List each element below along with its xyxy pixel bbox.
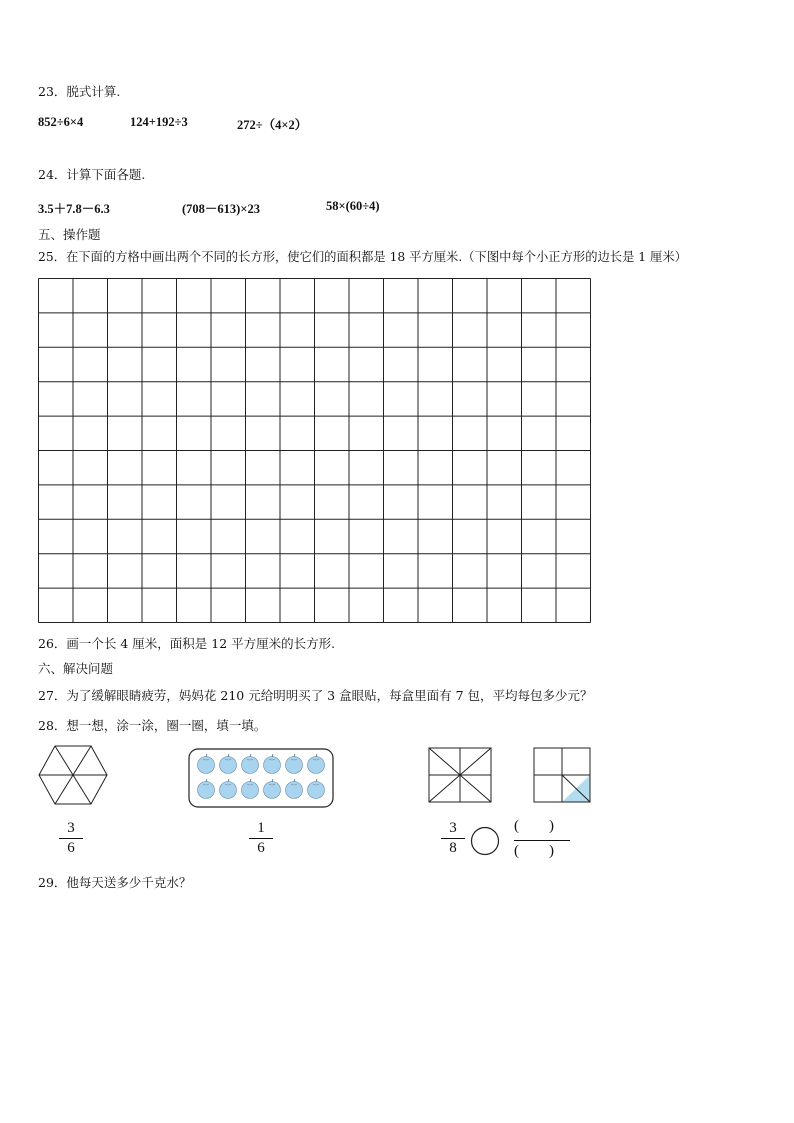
answer-numerator-blank[interactable]: ( ) — [514, 818, 554, 834]
fraction-numerator: 1 — [257, 820, 265, 836]
q23-expr-3: 272÷（4×2） — [237, 118, 308, 132]
square-shaded-figure — [533, 747, 591, 803]
answer-denominator-blank[interactable]: ( ) — [514, 843, 554, 859]
fraction-bar — [441, 838, 465, 839]
section-6-heading: 六、解决问题 — [38, 661, 114, 676]
q23-title: 23．脱式计算. — [38, 84, 121, 99]
fraction-3-6 — [59, 820, 83, 857]
apple-icon — [198, 779, 215, 799]
q29-title: 29．他每天送多少千克水？ — [38, 875, 192, 890]
fraction-numerator: 3 — [449, 820, 457, 836]
apple-icon — [286, 779, 303, 799]
hexagon-figure — [38, 745, 108, 805]
fraction-1-6 — [249, 820, 273, 857]
apple-box-figure — [188, 748, 334, 808]
apple-icon — [264, 754, 281, 774]
answer-fraction-bar — [514, 840, 570, 841]
fraction-3-8 — [441, 820, 465, 857]
q24-title: 24．计算下面各题. — [38, 167, 146, 182]
square-eighths-figure — [428, 747, 492, 803]
q27-title: 27．为了缓解眼睛疲劳，妈妈花 210 元给明明买了 3 盒眼贴，每盒里面有 7 包，平均每包多少元？ — [38, 688, 593, 703]
section-5-heading: 五、操作题 — [38, 227, 101, 242]
q24-expr-2: (708－613)×23 — [182, 202, 260, 216]
q23-expr-1: 852÷6×4 — [38, 115, 84, 129]
q28-title: 28．想一想，涂一涂，圈一圈，填一填。 — [38, 718, 267, 733]
apple-icon — [242, 754, 259, 774]
fraction-numerator: 3 — [67, 820, 75, 836]
fraction-denominator: 6 — [67, 840, 75, 856]
apple-icon — [220, 779, 237, 799]
apple-icon — [264, 779, 281, 799]
q26-title: 26．画一个长 4 厘米，面积是 12 平方厘米的长方形. — [38, 636, 336, 651]
q23-expr-2: 124+192÷3 — [130, 115, 188, 129]
fraction-denominator: 6 — [257, 840, 265, 856]
apple-icon — [242, 779, 259, 799]
compare-circle[interactable] — [470, 826, 500, 856]
apple-icon — [198, 754, 215, 774]
fraction-bar — [249, 838, 273, 839]
apple-icon — [220, 754, 237, 774]
apple-icon — [308, 779, 325, 799]
square-grid[interactable] — [38, 278, 591, 623]
apple-icon — [286, 754, 303, 774]
fraction-bar — [59, 838, 83, 839]
q25-title: 25．在下面的方格中画出两个不同的长方形，使它们的面积都是 18 平方厘米.（下图中每个小正方形的边长是 1 厘米） — [38, 250, 687, 264]
apple-icon — [308, 754, 325, 774]
q24-expr-1: 3.5＋7.8－6.3 — [38, 202, 110, 216]
fraction-denominator: 8 — [449, 840, 457, 856]
q24-expr-3: 58×(60÷4) — [326, 199, 380, 213]
